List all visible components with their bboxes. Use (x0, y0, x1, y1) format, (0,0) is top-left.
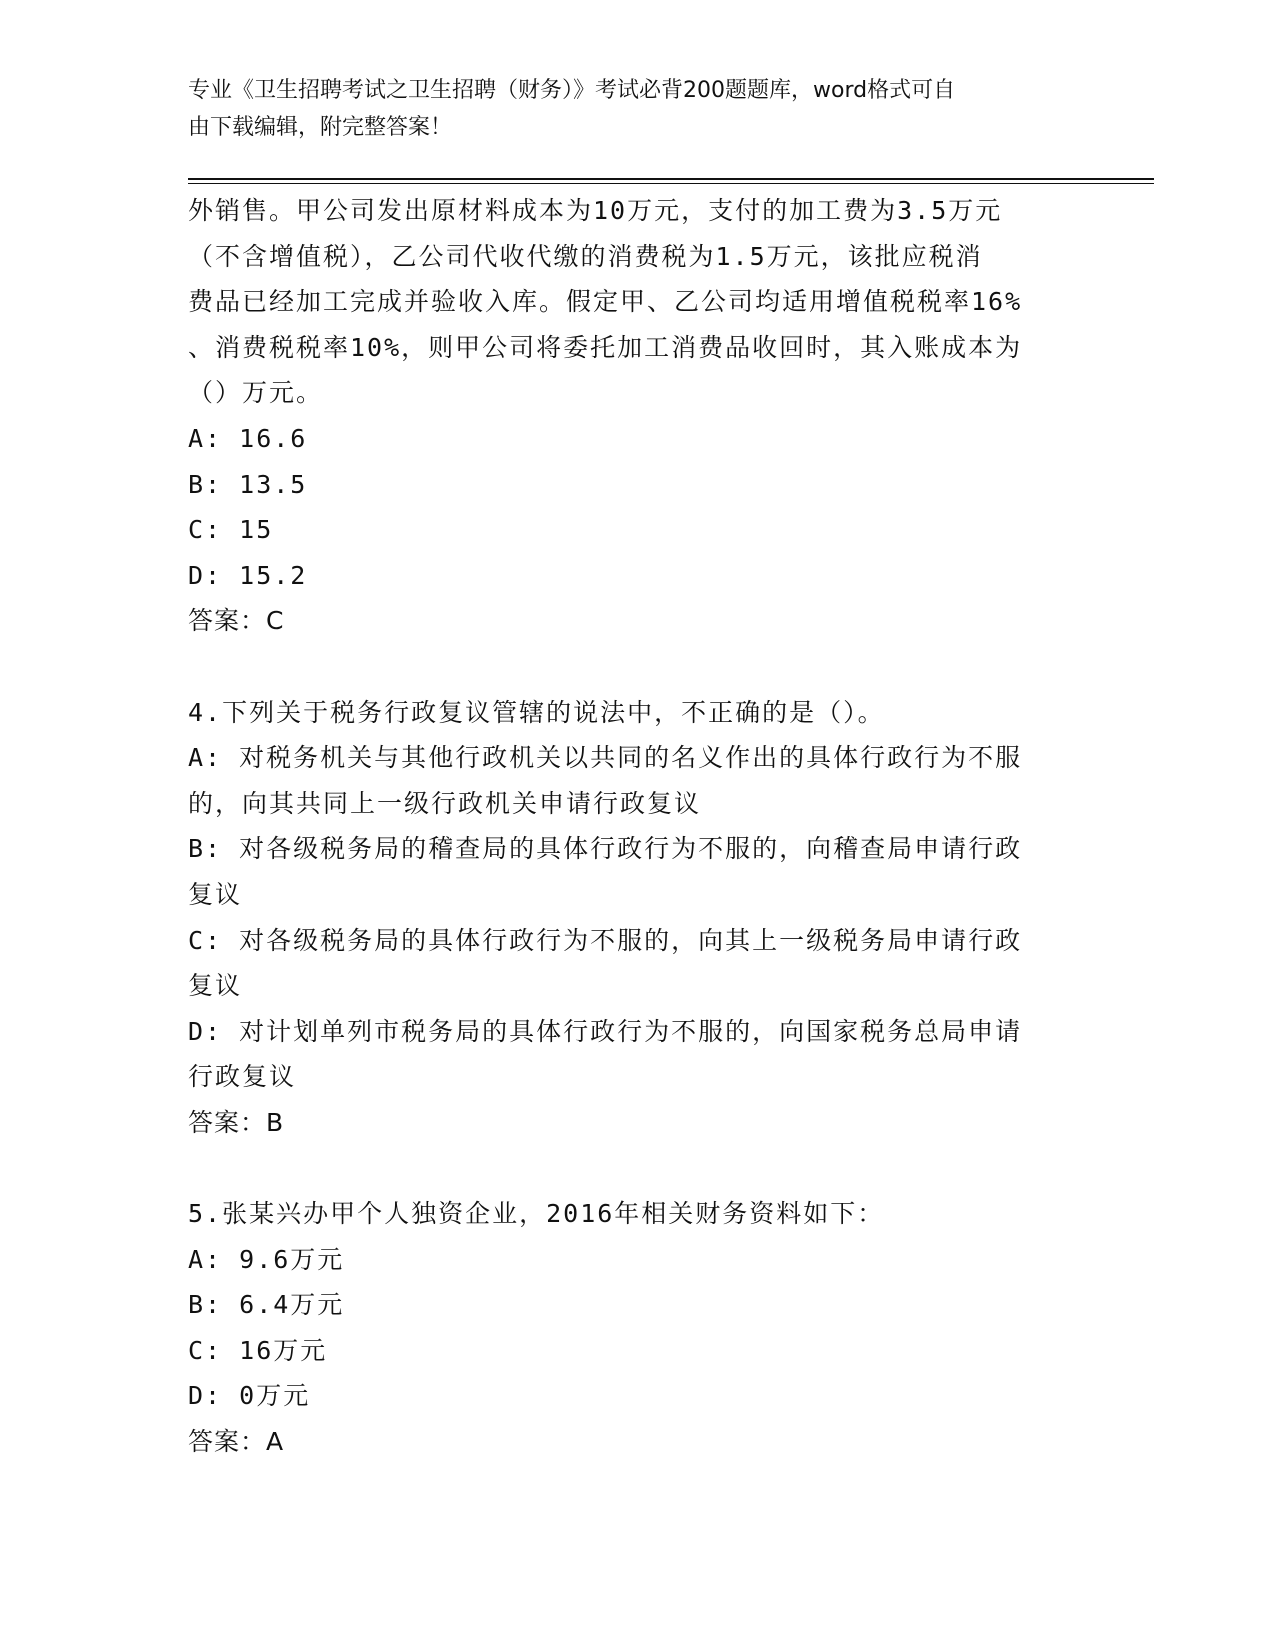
option-b-continued: 复议 (188, 879, 243, 909)
question-stem-line: 、消费税税率10%，则甲公司将委托加工消费品收回时，其入账成本为 (188, 332, 1023, 362)
option-a: A: 9.6万元 (188, 1244, 345, 1274)
option-d: D: 0万元 (188, 1381, 311, 1411)
header-line-2: 由下载编辑，附完整答案！ (188, 115, 453, 140)
question-stem-line: 4.下列关于税务行政复议管辖的说法中，不正确的是（）。 (188, 697, 885, 727)
document-header (188, 72, 1068, 146)
header-rule-thick (188, 178, 1154, 180)
option-a-continued: 的，向其共同上一级行政机关申请行政复议 (188, 788, 702, 818)
header-rule-thin (188, 183, 1154, 184)
document-body (188, 188, 1088, 1465)
option-d: D: 15.2 (188, 560, 308, 590)
answer-line: 答案：B (188, 1107, 285, 1137)
option-c: C: 对各级税务局的具体行政行为不服的，向其上一级税务局申请行政 (188, 925, 1023, 955)
question-stem-line: 5.张某兴办甲个人独资企业，2016年相关财务资料如下： (188, 1199, 885, 1229)
option-a: A: 16.6 (188, 423, 308, 453)
question-5 (188, 1191, 1088, 1465)
option-b: B: 6.4万元 (188, 1290, 345, 1320)
header-line-1: 专业《卫生招聘考试之卫生招聘（财务）》考试必背200题题库，word格式可自 (188, 78, 956, 103)
spacer (188, 1145, 1088, 1191)
option-c: C: 16万元 (188, 1335, 328, 1365)
spacer (188, 644, 1088, 690)
option-c-continued: 复议 (188, 971, 243, 1001)
option-a: A: 对税务机关与其他行政机关以共同的名义作出的具体行政行为不服 (188, 743, 1023, 773)
option-c: C: 15 (188, 515, 274, 545)
option-d: D: 对计划单列市税务局的具体行政行为不服的，向国家税务总局申请 (188, 1016, 1023, 1046)
answer-line: 答案：C (188, 606, 285, 636)
option-d-continued: 行政复议 (188, 1062, 297, 1092)
answer-line: 答案：A (188, 1427, 285, 1457)
question-3 (188, 188, 1088, 644)
option-b: B: 13.5 (188, 469, 308, 499)
question-4 (188, 690, 1088, 1146)
question-stem-line: （不含增值税），乙公司代收代缴的消费税为1.5万元，该批应税消 (188, 241, 983, 271)
question-stem-line: 外销售。甲公司发出原材料成本为10万元，支付的加工费为3.5万元 (188, 196, 1003, 225)
option-b: B: 对各级税务局的稽查局的具体行政行为不服的，向稽查局申请行政 (188, 834, 1023, 864)
question-stem-line: 费品已经加工完成并验收入库。假定甲、乙公司均适用增值税税率16% (188, 287, 1023, 317)
question-stem-line: （）万元。 (188, 378, 324, 408)
